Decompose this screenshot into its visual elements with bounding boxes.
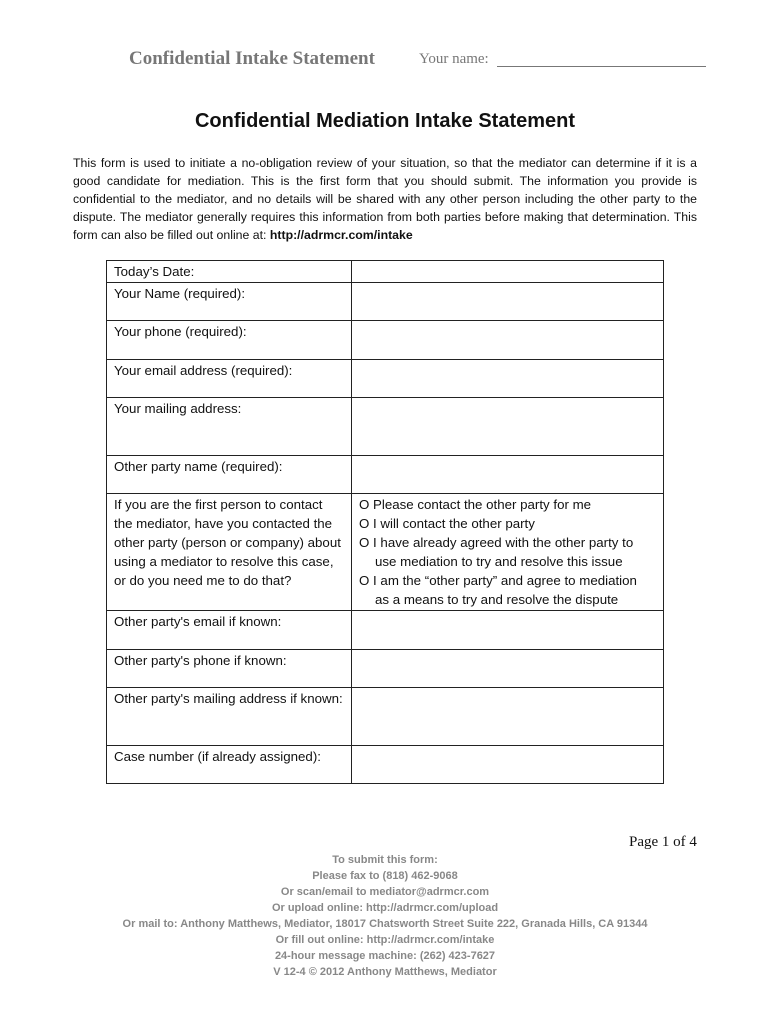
todays-date-field[interactable] <box>352 261 664 283</box>
todays-date-label: Today’s Date: <box>107 261 352 283</box>
option-i-will-contact[interactable]: O I will contact the other party <box>359 516 535 531</box>
your-name-label: Your name: <box>419 51 489 67</box>
document-title: Confidential Mediation Intake Statement <box>194 110 576 132</box>
other-address-label: Other party's mailing address if known: <box>107 688 352 746</box>
case-number-field[interactable] <box>352 746 664 784</box>
footer-online[interactable]: Or fill out online: http://adrmcr.com/intake <box>275 934 495 946</box>
your-name-required-label: Your Name (required): <box>107 283 352 321</box>
other-phone-label: Other party's phone if known: <box>107 650 352 688</box>
option-contact-other-party[interactable]: O Please contact the other party for me <box>359 497 592 512</box>
other-party-name-field[interactable] <box>352 456 664 494</box>
intro-link[interactable]: http://adrmcr.com/intake <box>269 228 413 242</box>
intro-text: This form is used to initiate a no-obligation review of your situation, so that the mediator can determine if it is a good candidate for mediation. This is the first form that you should submit. The information you provide is confidential to the mediator, and no details will be shared with any other person including the other party to the dispute. The mediator generally requires this information from both parties before making that determination. This form can also be filled out online at: <box>73 156 697 242</box>
other-phone-field[interactable] <box>352 650 664 688</box>
other-email-field[interactable] <box>352 611 664 650</box>
footer-copyright: V 12-4 © 2012 Anthony Matthews, Mediator <box>273 966 497 978</box>
first-contact-question: If you are the first person to contact the mediator, have you contacted the other party (person or company) about using a mediator to resolve this case, or do you need me to do that? <box>107 494 352 611</box>
option-other-party-agrees[interactable] <box>359 571 656 609</box>
footer-fax: Please fax to (818) 462-9068 <box>312 870 458 882</box>
footer <box>0 852 770 980</box>
your-phone-label: Your phone (required): <box>107 321 352 360</box>
other-party-name-label: Other party name (required): <box>107 456 352 494</box>
your-phone-field[interactable] <box>352 321 664 360</box>
header-title: Confidential Intake Statement <box>129 48 375 69</box>
option-other-party-line2: as a means to try and resolve the dispute <box>375 592 619 607</box>
option-other-party-line1: O I am the “other party” and agree to mediation <box>359 573 637 588</box>
option-already-agreed-line1: O I have already agreed with the other party to <box>359 535 634 550</box>
intake-form-table <box>106 260 664 784</box>
footer-submit-heading: To submit this form: <box>332 854 438 866</box>
your-name-required-field[interactable] <box>352 283 664 321</box>
case-number-label: Case number (if already assigned): <box>107 746 352 784</box>
footer-email[interactable]: Or scan/email to mediator@adrmcr.com <box>280 886 490 898</box>
page-number: Page 1 of 4 <box>629 834 697 850</box>
other-email-label: Other party's email if known: <box>107 611 352 650</box>
mailing-address-field[interactable] <box>352 398 664 456</box>
mailing-address-label: Your mailing address: <box>107 398 352 456</box>
option-already-agreed[interactable] <box>359 533 656 571</box>
footer-upload[interactable]: Or upload online: http://adrmcr.com/upload <box>271 902 499 914</box>
your-name-field[interactable] <box>497 66 706 67</box>
your-email-field[interactable] <box>352 360 664 398</box>
footer-phone: 24-hour message machine: (262) 423-7627 <box>274 950 496 962</box>
other-address-field[interactable] <box>352 688 664 746</box>
your-email-label: Your email address (required): <box>107 360 352 398</box>
footer-mail-address: Or mail to: Anthony Matthews, Mediator, 18017 Chatsworth Street Suite 222, Granada Hills, CA 91344 <box>122 918 648 930</box>
option-already-agreed-line2: use mediation to try and resolve this issue <box>375 554 623 569</box>
contact-options <box>352 494 664 611</box>
intro-paragraph <box>73 154 697 244</box>
